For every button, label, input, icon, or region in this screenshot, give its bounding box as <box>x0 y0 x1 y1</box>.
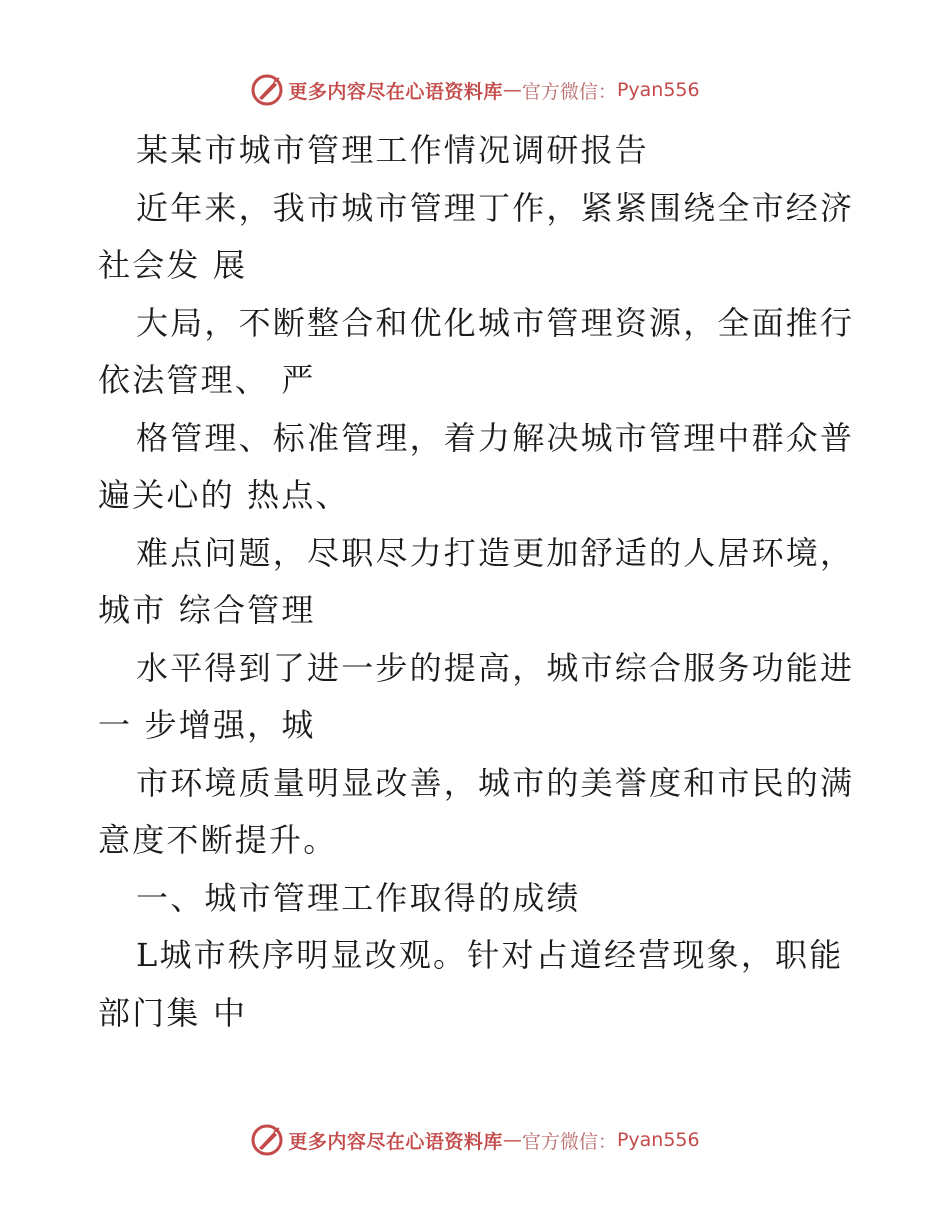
document-body <box>98 122 858 1042</box>
text-line: L城市秩序明显改观。针对占道经营现象，职能 <box>136 936 844 974</box>
text-line: 格管理、标准管理，着力解决城市管理中群众普 <box>136 418 855 457</box>
text-line: 城市 综合管理 <box>98 591 316 629</box>
text-line: 近年来，我市城市管理丁作，紧紧围绕全市经济 <box>136 188 855 227</box>
text-line: 部门集 中 <box>98 993 248 1032</box>
document-title: 某某市城市管理工作情况调研报告 <box>136 131 650 169</box>
text-line: 难点问题，尽职尽力打造更加舒适的人居环境， <box>136 533 855 572</box>
text-line: 社会发 展 <box>98 246 248 284</box>
text-line: 意度不断提升。 <box>98 821 338 859</box>
watermark-header <box>0 70 950 110</box>
text-line: 依法管理、 严 <box>98 361 316 399</box>
section-heading: 一、城市管理工作取得的成绩 <box>136 878 581 917</box>
text-line: 一 步增强，城 <box>98 706 316 744</box>
text-line: 水平得到了进一步的提高，城市综合服务功能进 <box>136 648 855 687</box>
watermark-label: 官方微信： <box>521 1130 617 1153</box>
watermark-main-text: 更多内容尽在心语资料库 <box>288 80 503 103</box>
watermark-separator: — <box>502 79 522 101</box>
quill-logo-icon <box>250 1123 284 1157</box>
quill-logo-icon <box>250 73 284 107</box>
watermark-id: Pyan556 <box>616 79 700 101</box>
text-line: 大局，不断整合和优化城市管理资源，全面推行 <box>136 303 855 342</box>
text-line: 遍关心的 热点、 <box>98 476 350 514</box>
watermark-label: 官方微信： <box>521 80 617 103</box>
watermark-separator: — <box>502 1129 522 1151</box>
watermark-main-text: 更多内容尽在心语资料库 <box>288 1130 503 1153</box>
watermark-footer <box>0 1120 950 1160</box>
text-line: 市环境质量明显改善，城市的美誉度和市民的满 <box>136 763 855 802</box>
watermark-id: Pyan556 <box>616 1129 700 1151</box>
